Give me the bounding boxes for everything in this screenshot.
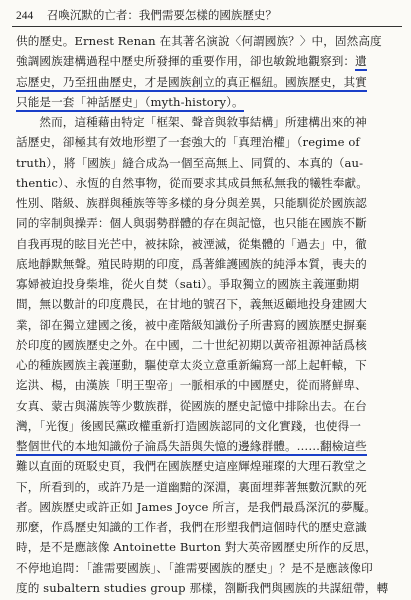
header-rule	[12, 26, 402, 27]
text-line	[16, 72, 402, 92]
text-line: 心的種族國族主義運動，驅使章太炎立意重新編寫一部上起軒轅，下	[16, 358, 367, 372]
text-line: 迄洪、楊，由漢族「明王聖帝」一脈相承的中國歷史，從而將鮮卑、	[16, 378, 367, 393]
running-header	[16, 6, 402, 24]
text-line: 那麼，作爲歷史知識的工作者，我們在形塑我們這個時代的歷史意識	[16, 520, 367, 534]
chapter-title: 召喚沉默的亡者：我們需要怎樣的國族歷史？	[46, 8, 277, 22]
text-line: 難以直面的斑駁史頁，我們在國族歷史這座輝煌璀璨的大理石教堂之	[16, 459, 367, 474]
text-line: thentic）、永恆的自然事物，從而要求其成員無私無我的犧牲奉獻。	[16, 175, 368, 190]
highlighted-text: 忘歷史，乃至扭曲歷史，才是國族創立的真正樞紐。	[16, 75, 285, 92]
text-line: 性別、階級、族群與種族等等多樣的身分與差異，只能馴從於國族認	[16, 196, 367, 210]
text-line	[16, 436, 402, 456]
highlighted-text: 遺	[355, 54, 367, 71]
text-line: 業，卻在獨立建國之後，被中產階級知識份子所書寫的國族歷史摒棄	[16, 317, 367, 332]
text-line: 下，所看到的，或許乃是一道幽黯的深淵，裏面埋葬著無數沉默的死	[16, 479, 367, 494]
text-line: truth），將「國族」縫合成為一個至高無上、同質的、本真的（au-	[16, 155, 364, 170]
text-line	[16, 92, 402, 112]
text-line: 時，是不是應該像 Antoinette Burton 對大英帝國歷史所作的反思，	[16, 540, 377, 555]
text-line: 於印度的國族歷史之外。在中國，二十世紀初期以黃帝祖源神話爲核	[16, 337, 367, 352]
text-line: 然而，這種藉由特定「框架、聲音與敘事結構」所建構出來的神	[16, 115, 367, 129]
text-line: 女真、蒙古與滿族等少數族群，從國族的歷史記憶中排除出去。在台	[16, 398, 367, 413]
text-line: 底地靜默無聲。殖民時期的印度，爲著維護國族的純淨本質，喪夫的	[16, 256, 367, 271]
highlighted-text: 整個世代的本地知識份子淪爲失語與失憶的邊緣群體。……翻檢這些	[16, 439, 367, 456]
text-line: 寡婦被迫投身柴堆，從火自焚（sati）。爭取獨立的國族主義運動期	[16, 277, 360, 291]
text-span: 強調國族建構過程中歷史所發揮的重要作用，卻也敏銳地觀察到：	[16, 54, 356, 69]
text-line: 自我再現的眩目光芒中，被抹除，被湮滅，從集體的「過去」中，徹	[16, 236, 367, 251]
text-line	[16, 51, 402, 71]
text-line: 者。國族歷史或許正如 James Joyce 所言，是我們最爲深沉的夢魘。	[16, 499, 376, 514]
page-number: 244	[16, 10, 34, 22]
text-line: 不停地追問：「誰需要國族」、「誰需要國族的歷史」？是不是應該像印	[16, 560, 373, 575]
text-line: 間，無以數計的印度農民，在甘地的號召下，義無返顧地投身建國大	[16, 297, 367, 312]
text-line: 話歷史，卻極其有效地形塑了一套強大的「真理治權」（regime of	[16, 135, 360, 150]
text-line: 灣，「光復」後國民黨政權重新打造國族認同的文化實踐，也使得一	[16, 418, 362, 433]
text-line: 供的歷史。Ernest Renan 在其著名演說〈何謂國族？〉中，固然高度	[16, 34, 382, 48]
highlighted-text: 國族歷史，其實	[285, 75, 367, 92]
highlighted-text: 只能是一套「神話歷史」（myth-history）。	[16, 95, 244, 112]
text-line: 度的 subaltern studies group 那樣，劄斷我們與國族的共謀紐帶，轉	[16, 580, 389, 595]
text-line: 同的宰制與操弄：個人與弱勢群體的存在與記憶，也只能在國族不斷	[16, 216, 367, 231]
